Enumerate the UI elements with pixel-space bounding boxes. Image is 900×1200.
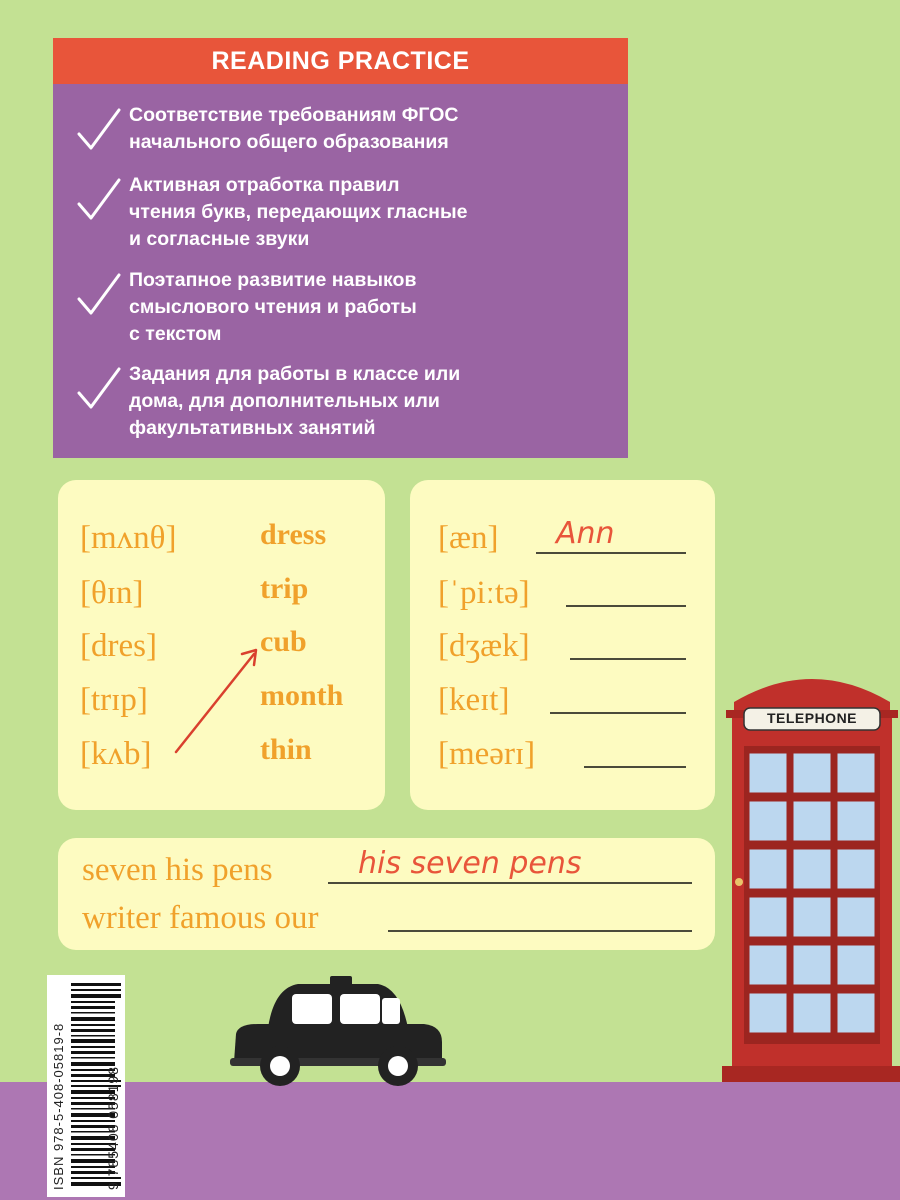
answer-line[interactable]	[566, 605, 686, 607]
checkmark-icon	[75, 365, 123, 413]
match-word: cub	[260, 625, 307, 658]
feature-text: Активная отработка правил чтения букв, передающих гласные и согласные звуки	[129, 174, 468, 250]
transcription: [dʒæk]	[438, 628, 530, 664]
match-word: dress	[260, 518, 327, 551]
answer-line[interactable]	[388, 930, 692, 932]
word-order-prompt: writer famous our	[82, 900, 319, 936]
match-word: trip	[260, 572, 309, 605]
transcription: [dres]	[80, 628, 157, 664]
answer-line[interactable]	[536, 552, 686, 554]
taxi-icon	[228, 970, 448, 1100]
feature-text: Поэтапное развитие навыков смыслового чтения и работы с текстом	[129, 269, 417, 345]
transcription: [keɪt]	[438, 682, 510, 718]
page-title: READING PRACTICE	[53, 38, 628, 84]
answer-line[interactable]	[584, 766, 686, 768]
handwritten-answer: his seven pens	[358, 846, 582, 881]
transcription: [θɪn]	[80, 575, 144, 611]
match-word: month	[260, 679, 344, 712]
checkmark-icon	[75, 176, 123, 224]
barcode	[47, 975, 125, 1197]
matching-card	[58, 480, 385, 810]
transcription: [meərɪ]	[438, 736, 536, 772]
answer-line[interactable]	[550, 712, 686, 714]
feature-text: Соответствие требованиям ФГОС начального общего образования	[129, 104, 459, 153]
transcription: [ˈpiːtə]	[438, 575, 530, 611]
features-panel	[53, 84, 628, 458]
transcription: [trɪp]	[80, 682, 148, 718]
word-order-card	[58, 838, 715, 950]
transcription: [mʌnθ]	[80, 520, 177, 556]
telephone-sign: TELEPHONE	[766, 710, 858, 726]
match-word: thin	[260, 733, 312, 766]
feature-text: Задания для работы в классе или дома, для дополнительных или факультативных занятий	[129, 363, 461, 439]
transcription: [æn]	[438, 520, 499, 556]
isbn-label: ISBN 978-5-408-05819-8	[51, 1022, 66, 1190]
transcription: [kʌb]	[80, 736, 152, 772]
answer-line[interactable]	[328, 882, 692, 884]
checkmark-icon	[75, 106, 123, 154]
checkmark-icon	[75, 271, 123, 319]
bottom-band	[0, 1082, 900, 1200]
handwritten-answer: Ann	[556, 516, 615, 551]
answer-line[interactable]	[570, 658, 686, 660]
match-arrow-icon	[166, 640, 266, 760]
barcode-digits: 9 785408 058198	[105, 1066, 121, 1190]
word-order-prompt: seven his pens	[82, 852, 273, 888]
writing-card	[410, 480, 715, 810]
